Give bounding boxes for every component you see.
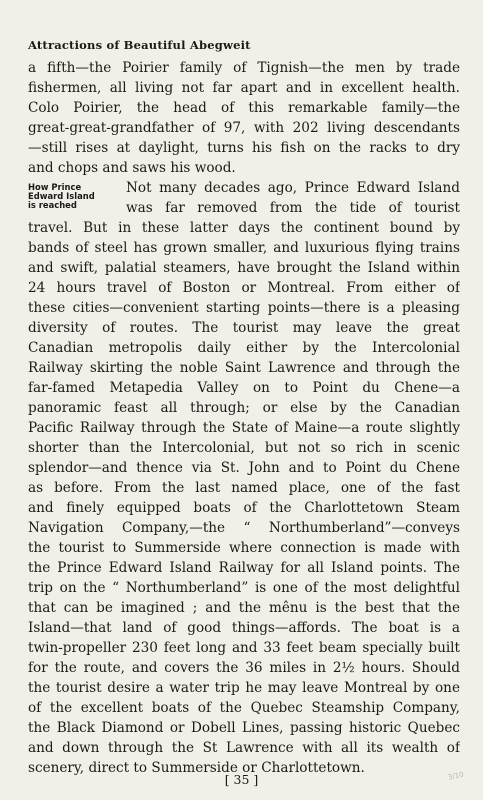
text-line: twin-propeller 230 feet long and 33 feet beam specially built [28, 640, 460, 656]
text-line: the tourist desire a water trip he may leave Montreal by one [28, 680, 460, 696]
text-line: fishermen, all living not far apart and in excellent health. [28, 80, 460, 96]
text-line: Railway skirting the noble Saint Lawrence and through the [28, 360, 460, 376]
text-line: these cities—convenient starting points—there is a pleasing [28, 300, 460, 316]
page-number: [ 35 ] [224, 772, 259, 787]
pencil-mark: 3/10 [447, 770, 465, 782]
text-line: —still rises at daylight, turns his fish on the racks to dry [28, 140, 460, 156]
text-line: diversity of routes. The tourist may leave the great [28, 320, 460, 336]
sidenote-line: How Prince [28, 182, 82, 192]
text-line: the Prince Edward Island Railway for all Island points. The [28, 560, 460, 576]
text-line: for the route, and covers the 36 miles in 2½ hours. Should [28, 660, 460, 676]
text-line: scenery, direct to Summerside or Charlottetown. [28, 760, 365, 776]
text-line: Island—that land of good things—affords. The boat is a [28, 620, 460, 636]
sidenote-line: is reached [28, 200, 77, 210]
text-line: the Black Diamond or Dobell Lines, passing historic Quebec [28, 720, 460, 736]
text-line: panoramic feast all through; or else by the Canadian [28, 400, 460, 416]
sidenote-line: Edward Island [28, 191, 95, 201]
text-line: travel. But in these latter days the continent bound by [28, 220, 460, 236]
text-line: and down through the St Lawrence with all its wealth of [28, 740, 460, 756]
text-line: trip on the “ Northumberland” is one of the most delightful [28, 580, 460, 596]
text-line: splendor—and thence via St. John and to Point du Chene [28, 460, 460, 476]
text-line: and finely equipped boats of the Charlottetown Steam [28, 500, 460, 516]
text-line: bands of steel has grown smaller, and luxurious flying trains [28, 240, 460, 256]
text-line: far-famed Metapedia Valley on to Point du Chene—a [28, 380, 460, 396]
text-line: that can be imagined ; and the mênu is the best that the [28, 600, 460, 616]
text-line: Pacific Railway through the State of Maine—a route slightly [28, 420, 460, 436]
running-head: Attractions of Beautiful Abegweit [28, 38, 251, 52]
text-line: the tourist to Summerside where connection is made with [28, 540, 460, 556]
text-line: a fifth—the Poirier family of Tignish—the men by trade [28, 60, 460, 76]
text-line: 24 hours travel of Boston or Montreal. From either of [28, 280, 460, 296]
text-line: great-great-grandfather of 97, with 202 living descendants [28, 120, 460, 136]
text-line: Navigation Company,—the “ Northumberland”—conveys [28, 520, 460, 536]
text-line: as before. From the last named place, one of the fast [28, 480, 460, 496]
text-line: of the excellent boats of the Quebec Steamship Company, [28, 700, 460, 716]
text-line: and swift, palatial steamers, have brought the Island within [28, 260, 460, 276]
text-line: Not many decades ago, Prince Edward Island [126, 180, 460, 196]
text-line: and chops and saws his wood. [28, 160, 236, 176]
text-line: was far removed from the tide of tourist [126, 200, 460, 216]
text-line: shorter than the Intercolonial, but not so rich in scenic [28, 440, 460, 456]
text-line: Colo Poirier, the head of this remarkable family—the [28, 100, 460, 116]
sidenote [28, 183, 124, 210]
text-line: Canadian metropolis daily either by the Intercolonial [28, 340, 460, 356]
